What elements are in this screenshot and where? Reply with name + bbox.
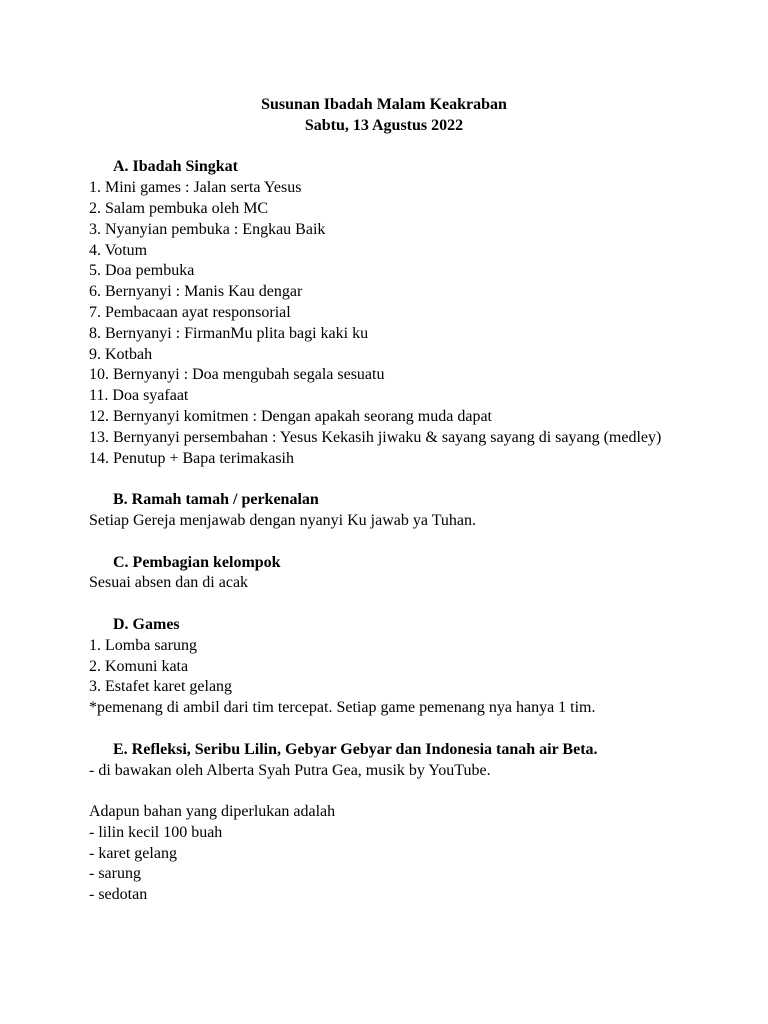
section-e-text: - di bawakan oleh Alberta Syah Putra Gea, musik by YouTube.	[89, 761, 491, 779]
list-item: 14. Penutup + Bapa terimakasih	[89, 449, 294, 467]
section-c-heading: C. Pembagian kelompok	[113, 553, 281, 571]
list-item: - lilin kecil 100 buah	[89, 823, 223, 841]
list-item: 3. Nyanyian pembuka : Engkau Baik	[89, 220, 326, 238]
list-item: - sarung	[89, 865, 141, 883]
list-item: 12. Bernyanyi komitmen : Dengan apakah seorang muda dapat	[89, 407, 492, 425]
list-item: 7. Pembacaan ayat responsorial	[89, 303, 291, 321]
section-a-heading: A. Ibadah Singkat	[113, 158, 238, 176]
list-item: 13. Bernyanyi persembahan : Yesus Kekasih jiwaku & sayang sayang di sayang (medley)	[89, 428, 662, 446]
list-item: 8. Bernyanyi : FirmanMu plita bagi kaki ku	[89, 324, 369, 342]
section-d-heading: D. Games	[113, 615, 180, 633]
document-page	[89, 95, 709, 906]
title-line-1: Susunan Ibadah Malam Keakraban	[261, 96, 507, 113]
list-item: 3. Estafet karet gelang	[89, 678, 233, 696]
list-item: 4. Votum	[89, 241, 148, 259]
section-e-heading: E. Refleksi, Seribu Lilin, Gebyar Gebyar dan Indonesia tanah air Beta.	[113, 740, 598, 758]
section-a-list	[89, 178, 709, 469]
section-c-text: Sesuai absen dan di acak	[89, 574, 249, 592]
list-item: 6. Bernyanyi : Manis Kau dengar	[89, 283, 303, 301]
list-item: 11. Doa syafaat	[89, 387, 189, 405]
materials-intro: Adapun bahan yang diperlukan adalah	[89, 803, 336, 821]
list-item: 1. Lomba sarung	[89, 636, 197, 654]
list-item: 2. Salam pembuka oleh MC	[89, 199, 269, 217]
materials-list	[89, 823, 709, 906]
list-item: 10. Bernyanyi : Doa mengubah segala sesuatu	[89, 366, 385, 384]
document-title	[89, 95, 679, 137]
list-item: - karet gelang	[89, 844, 177, 862]
list-item: 5. Doa pembuka	[89, 262, 195, 280]
section-b-text: Setiap Gereja menjawab dengan nyanyi Ku jawab ya Tuhan.	[89, 511, 477, 529]
section-d-note: *pemenang di ambil dari tim tercepat. Setiap game pemenang nya hanya 1 tim.	[89, 699, 596, 717]
section-b-heading: B. Ramah tamah / perkenalan	[113, 491, 319, 509]
title-line-2: Sabtu, 13 Agustus 2022	[304, 116, 464, 134]
list-item: 9. Kotbah	[89, 345, 153, 363]
list-item: - sedotan	[89, 886, 148, 904]
list-item: 1. Mini games : Jalan serta Yesus	[89, 179, 302, 197]
section-d-list	[89, 636, 709, 698]
list-item: 2. Komuni kata	[89, 657, 189, 675]
